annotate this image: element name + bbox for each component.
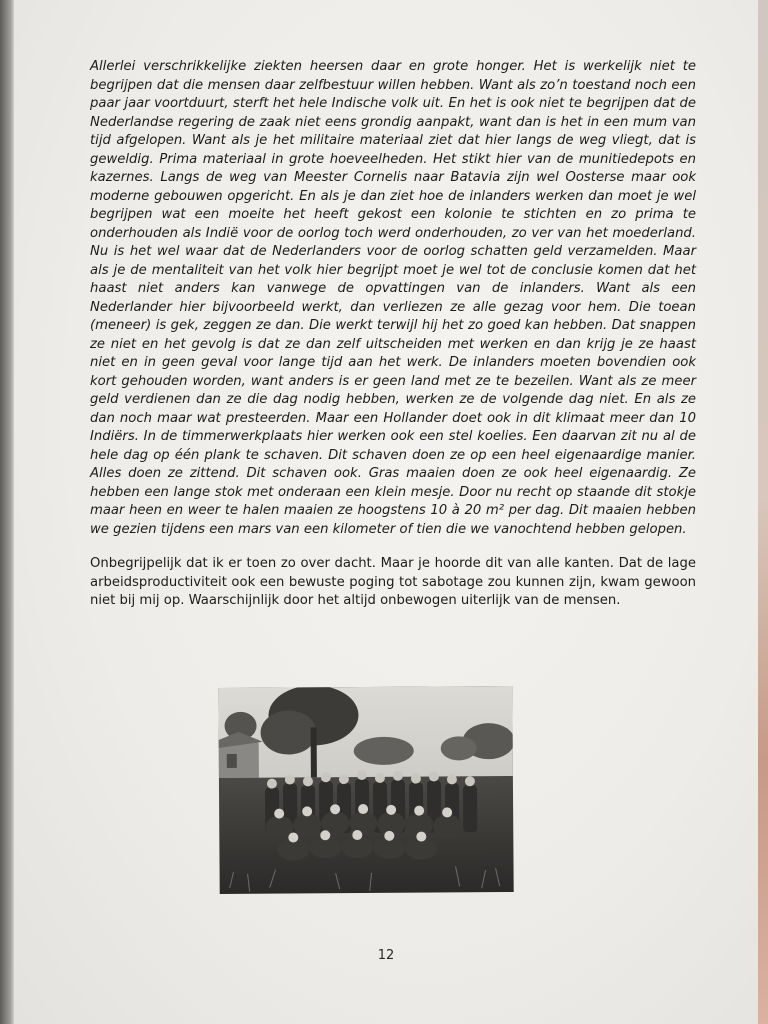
group-photograph <box>218 686 513 894</box>
commentary-paragraph: Onbegrijpelijk dat ik er toen zo over dacht. Maar je hoorde dit van alle kanten. Dat de lage arbeidsproductiviteit ook een bewuste poging tot sabotage zou kunnen zijn, kwam gewoon niet bij mij op. Waarschijnlijk door het altijd onbewogen uiterlijk van de mensen. <box>90 556 696 608</box>
soldiers-group-photo <box>218 686 513 894</box>
background-edge <box>758 0 768 1024</box>
document-page <box>14 0 758 1024</box>
body-text <box>90 58 696 611</box>
binding-shadow <box>0 0 14 1024</box>
diary-paragraph: Allerlei verschrikkelijke ziekten heersen daar en grote honger. Het is werkelijk niet te begrijpen dat die mensen daar zelfbestuur willen hebben. Want als zo’n toestand noch een paar jaar voortduurt, sterft het hele Indische volk uit. En het is ook niet te begrijpen dat de Nederlandse regering de zaak niet eens grondig aanpakt, want dan is het in een mum van tijd afgelopen. Want als je het militaire materiaal ziet dat hier langs de weg vliegt, dat is geweldig. Prima materiaal in grote hoeveelheden. Het stikt hier van de munitiedepots en kazernes. Langs de weg van Meester Cornelis naar Batavia zijn wel Oosterse maar ook moderne gebouwen opgericht. En als je dan ziet hoe de inlanders werken dan moet je wel begrijpen wat een moeite het heeft gekost een kolonie te stichten en zo prima te onderhouden als Indië voor de oorlog toch werd onderhouden, zo ver van het moederland. Nu is het wel waar dat de Nederlanders voor de oorlog schatten geld verzamelden. Maar als je de mentaliteit van het volk hier begrijpt moet je wel tot de conclusie komen dat het haast niet anders kan vanwege de opvattingen van de inlanders. Want als een Nederlander hier bijvoorbeeld werkt, dan verliezen ze alle gezag voor hem. Die toean (meneer) is gek, zeggen ze dan. Die werkt terwijl hij het zo goed kan hebben. Dat snappen ze niet en het gevolg is dat ze dan zelf uitscheiden met werken en dan krijg je ze haast niet en in geen geval voor lange tijd aan het werk. De inlanders moeten bovendien ook kort gehouden worden, want anders is er geen land met ze te bezeilen. Want als ze meer geld verdienen dan ze die dag nodig hebben, werken ze de volgende dag niet. En als ze dan noch maar wat presteerden. Maar een Hollander doet ook in dit klimaat meer dan 10 Indiërs. In de timmerwerkplaats hier werken ook een stel koelies. Een daarvan zit nu al de hele dag op één plank te schaven. Dit schaven doen ze op een heel eigenaardige manier. Alles doen ze zittend. Dit schaven ook. Gras maaien doen ze ook heel eigenaardig. Ze hebben een lange stok met onderaan een klein mesje. Door nu recht op staande dit stokje maar heen en weer te halen maaien ze hoogstens 10 à 20 m² per dag. Dit maaien hebben we gezien tijdens een mars van een kilometer of tien die we vanochtend hebben gelopen. <box>90 59 696 537</box>
page-number: 12 <box>377 948 395 963</box>
